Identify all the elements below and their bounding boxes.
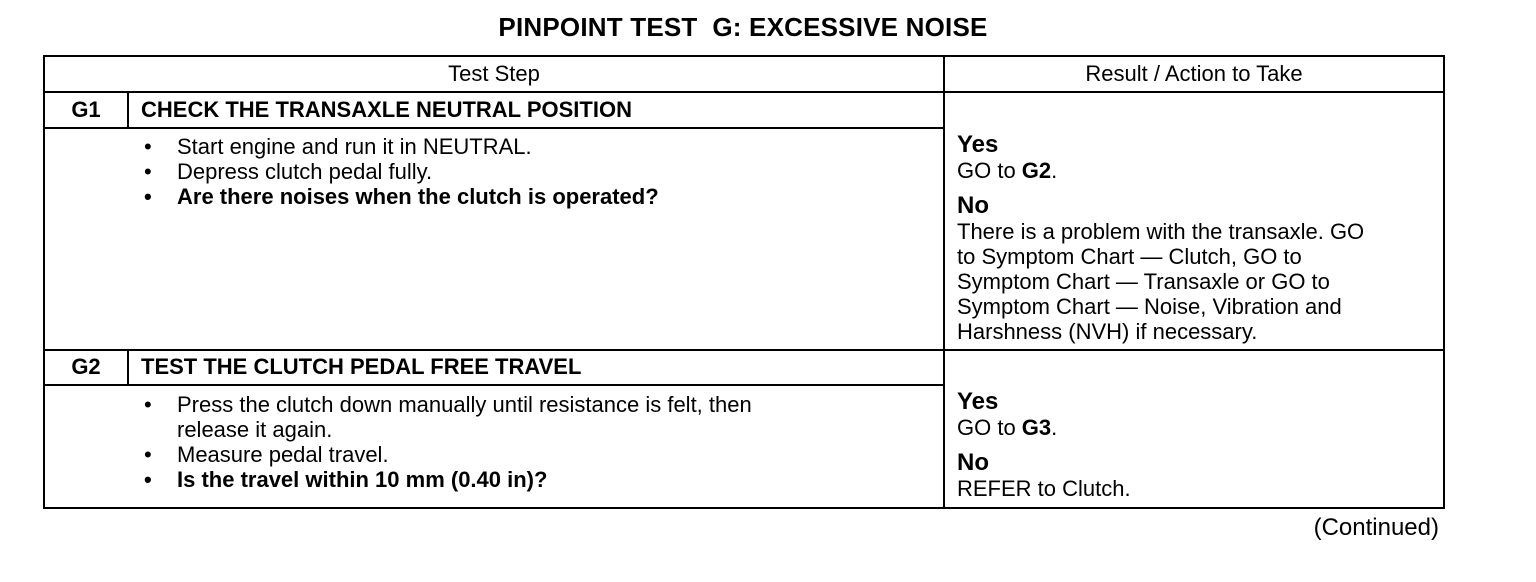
row-divider bbox=[45, 349, 1443, 351]
no-action-line: Symptom Chart — Transaxle or GO to bbox=[957, 269, 1330, 294]
step-title-g1: CHECK THE TRANSAXLE NEUTRAL POSITION bbox=[141, 97, 632, 122]
pinpoint-test-table bbox=[43, 55, 1445, 509]
bullet-icon: • bbox=[144, 159, 152, 184]
list-item: • Press the clutch down manually until resistance is felt, then release it again. bbox=[144, 392, 752, 442]
no-action-line: to Symptom Chart — Clutch, GO to bbox=[957, 244, 1302, 269]
step-question-g1: • Are there noises when the clutch is operated? bbox=[144, 184, 659, 209]
header-divider bbox=[45, 91, 1443, 93]
header-test-step: Test Step bbox=[448, 61, 540, 86]
bullet-icon: • bbox=[144, 134, 152, 159]
bullet-icon: • bbox=[144, 442, 152, 467]
step-title-g2: TEST THE CLUTCH PEDAL FREE TRAVEL bbox=[141, 354, 582, 379]
list-item: • Depress clutch pedal fully. bbox=[144, 159, 433, 184]
step-id-g2: G2 bbox=[71, 354, 101, 379]
no-label: No bbox=[957, 192, 989, 219]
result-g1 bbox=[957, 132, 1364, 344]
goto-link-g3: G3 bbox=[1021, 415, 1052, 440]
goto-link-g2: G2 bbox=[1021, 158, 1052, 183]
g2-id-divider bbox=[127, 351, 129, 384]
step-question-g2: • Is the travel within 10 mm (0.40 in)? bbox=[144, 467, 548, 492]
column-divider bbox=[943, 57, 945, 507]
g1-title-divider bbox=[45, 127, 943, 129]
no-action-line: Symptom Chart — Noise, Vibration and bbox=[957, 294, 1342, 319]
yes-action: GO to G2. bbox=[957, 158, 1058, 183]
page-title: PINPOINT TEST G: EXCESSIVE NOISE bbox=[498, 12, 988, 42]
g1-id-divider bbox=[127, 93, 129, 127]
yes-label: Yes bbox=[957, 388, 999, 415]
header-result-action: Result / Action to Take bbox=[1085, 61, 1303, 86]
no-action-line: REFER to Clutch. bbox=[957, 476, 1131, 501]
step-instructions-g2 bbox=[141, 392, 752, 492]
no-action-line: Harshness (NVH) if necessary. bbox=[957, 319, 1258, 344]
result-g2 bbox=[957, 389, 1131, 501]
bullet-icon: • bbox=[144, 467, 152, 492]
step-id-g1: G1 bbox=[71, 97, 101, 122]
no-label: No bbox=[957, 449, 989, 476]
bullet-icon: • bbox=[144, 184, 152, 209]
bullet-icon: • bbox=[144, 392, 152, 417]
step-instructions-g1 bbox=[141, 134, 659, 209]
yes-label: Yes bbox=[957, 131, 999, 158]
no-action-line: There is a problem with the transaxle. GO bbox=[957, 219, 1365, 244]
yes-action: GO to G3. bbox=[957, 415, 1058, 440]
list-item: • Start engine and run it in NEUTRAL. bbox=[144, 134, 532, 159]
g2-title-divider bbox=[45, 384, 943, 386]
continued-note: (Continued) bbox=[1313, 514, 1439, 541]
list-item: • Measure pedal travel. bbox=[144, 442, 389, 467]
